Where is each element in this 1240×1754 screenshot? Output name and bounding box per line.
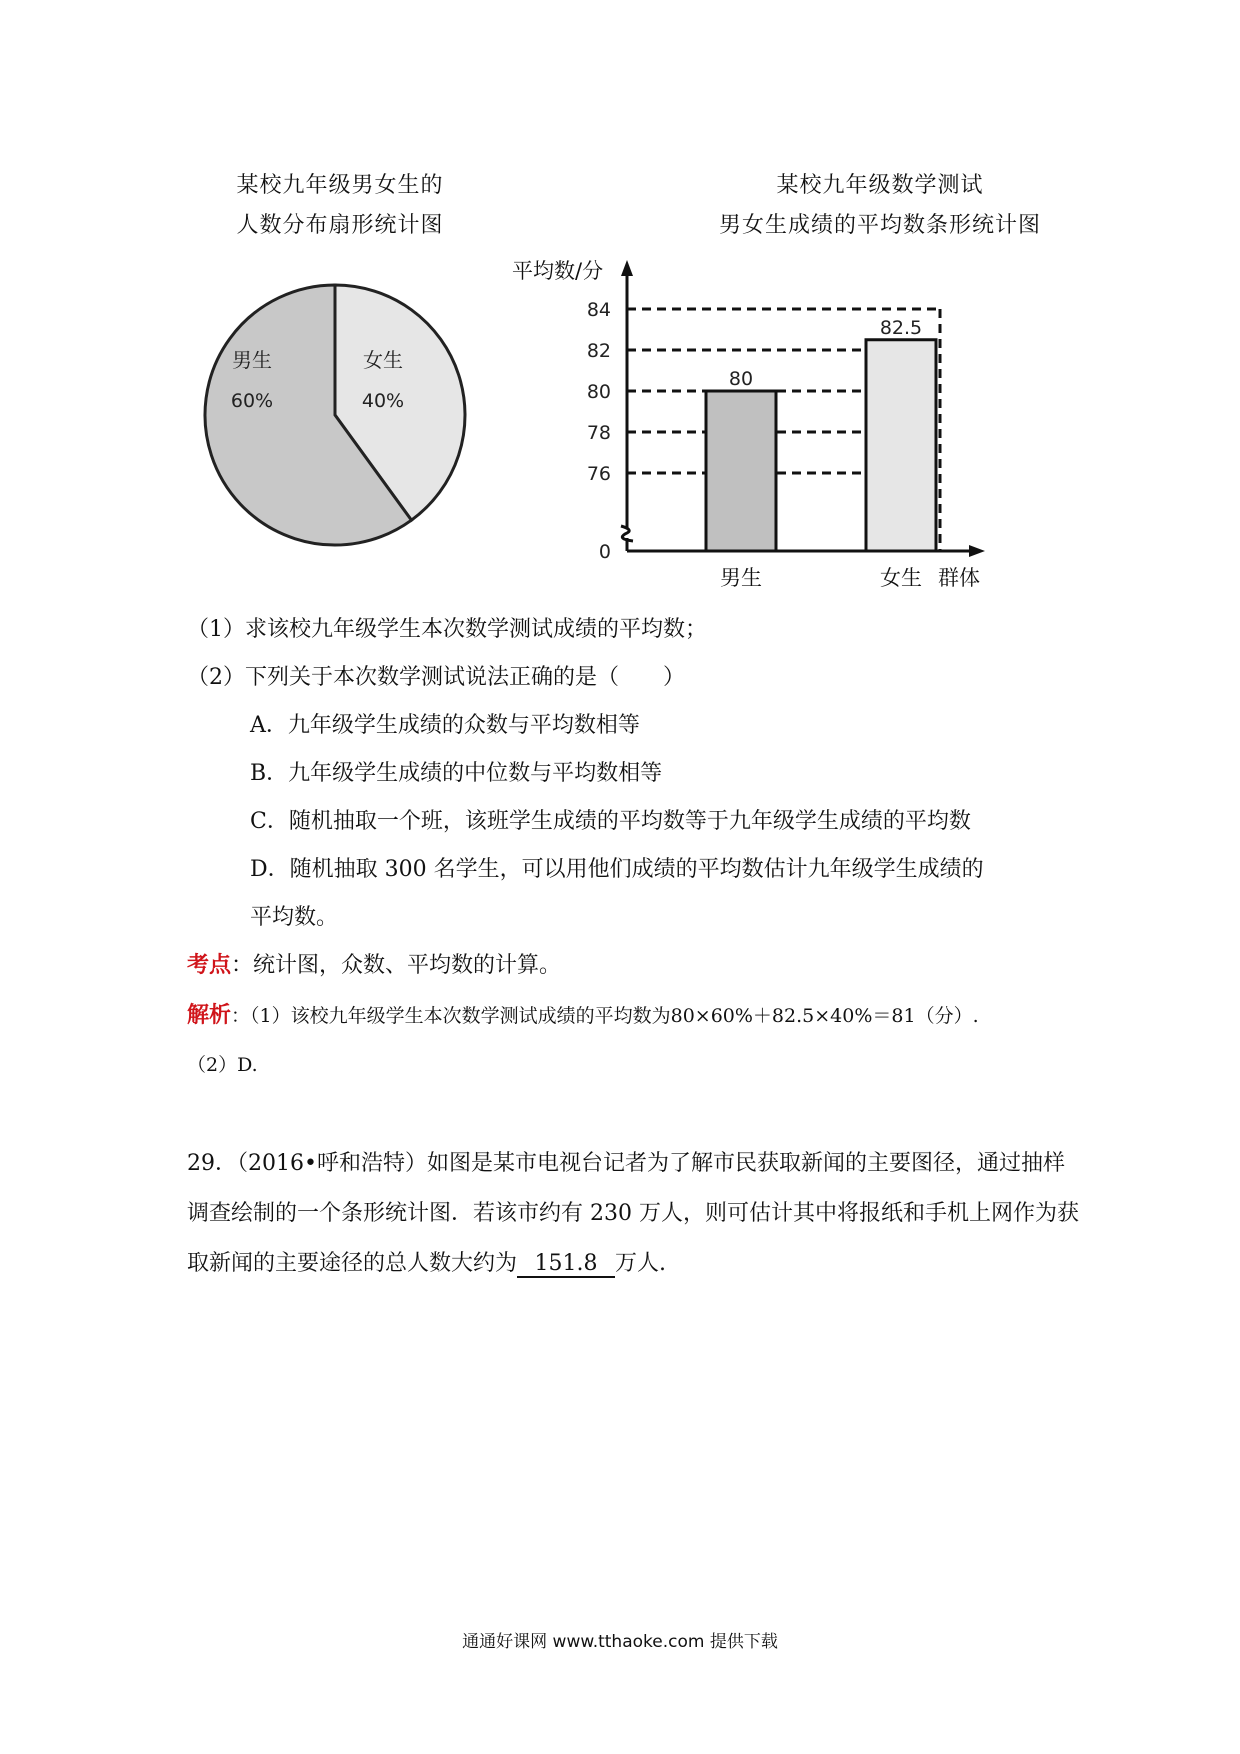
y-tick-label: 84 [586, 299, 611, 321]
pie-label: 女生 [363, 348, 403, 372]
bar-male [706, 391, 776, 551]
kaodian-line [187, 948, 561, 979]
bar-data-label: 80 [728, 368, 754, 390]
pie-label: 男生 [232, 348, 272, 372]
bar-data-label: 82.5 [879, 316, 923, 339]
x-axis-arrow [969, 545, 985, 557]
y-axis-title: 平均数/分 [512, 259, 604, 283]
y-tick-label: 76 [586, 463, 611, 485]
pie-chart-title-line2: 人数分布扇形统计图 [236, 213, 444, 238]
pie-percent-label: 40% [361, 390, 405, 412]
jiexi-line2: （2）D. [187, 1054, 258, 1076]
y-tick-label: 78 [586, 422, 611, 444]
x-axis-title: 群体 [938, 566, 980, 590]
bar-chart-title-line2: 男女生成绩的平均数条形统计图 [718, 213, 1041, 238]
bar-chart-title-line1: 某校九年级数学测试 [776, 173, 984, 198]
bar-female [866, 340, 936, 551]
problem-29-line2: 调查绘制的一个条形统计图．若该市约有 230 万人，则可估计其中将报纸和手机上网作为获 [187, 1201, 1079, 1226]
option-a: A．九年级学生成绩的众数与平均数相等 [250, 713, 640, 738]
pie-percent-label: 60% [230, 390, 274, 412]
axis-break [621, 526, 633, 541]
option-b: B．九年级学生成绩的中位数与平均数相等 [250, 761, 663, 786]
y-zero-label: 0 [598, 541, 611, 563]
problem-29-text: 取新闻的主要途径的总人数大约为 [187, 1251, 518, 1276]
pie-chart [190, 270, 480, 560]
problem-29-line1: 29．（2016•呼和浩特）如图是某市电视台记者为了解市民获取新闻的主要图径，通过抽样 [187, 1151, 1065, 1176]
option-c: C．随机抽取一个班，该班学生成绩的平均数等于九年级学生成绩的平均数 [250, 809, 971, 834]
y-tick-label: 82 [586, 340, 611, 362]
kaodian-text: ：统计图，众数、平均数的计算。 [231, 953, 562, 978]
x-tick-label: 男生 [720, 566, 762, 590]
y-axis-arrow [621, 260, 633, 276]
question-2: （2）下列关于本次数学测试说法正确的是（ ） [187, 665, 685, 690]
problem-29-unit: 万人. [615, 1251, 667, 1276]
jiexi-line [187, 998, 979, 1029]
problem-29-line3 [187, 1246, 666, 1278]
x-tick-label: 女生 [880, 566, 922, 590]
option-d-line2: 平均数。 [250, 905, 339, 930]
bar-chart [500, 250, 1120, 600]
jiexi-label: 解析 [187, 1002, 232, 1028]
answer-blank: 151.8 [517, 1252, 615, 1278]
page-footer: 通通好课网 www.tthaoke.com 提供下载 [462, 1632, 778, 1652]
y-tick-label: 80 [586, 381, 611, 403]
question-1: （1）求该校九年级学生本次数学测试成绩的平均数； [187, 617, 707, 642]
jiexi-text: ：（1）该校九年级学生本次数学测试成绩的平均数为80×60%＋82.5×40%＝81（分）. [231, 1005, 979, 1027]
pie-chart-title-line1: 某校九年级男女生的 [236, 173, 444, 198]
kaodian-label: 考点 [187, 952, 232, 978]
option-d-line1: D．随机抽取 300 名学生，可以用他们成绩的平均数估计九年级学生成绩的 [250, 857, 984, 882]
